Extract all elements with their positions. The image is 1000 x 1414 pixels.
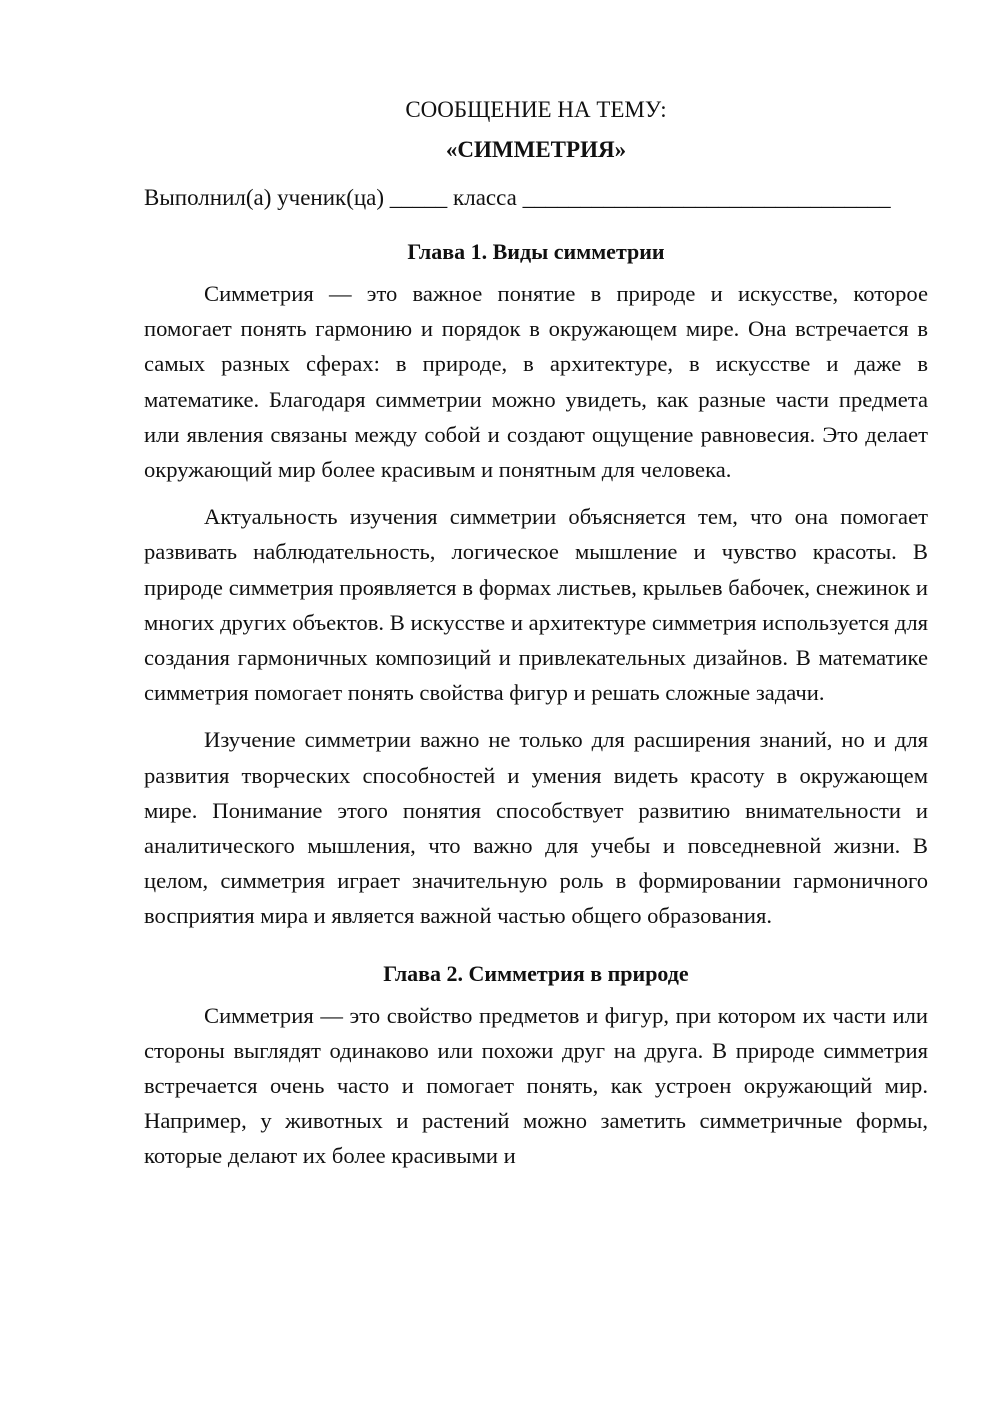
chapter-1-heading: Глава 1. Виды симметрии (407, 239, 665, 264)
chapter-2-paragraph-1: Симметрия — это свойство предметов и фигур, при котором их части или стороны выглядят одинаково или похожи друг на друга. В природе симметрия встречается очень часто и помогает понять, как устроен окружающий мир. Например, у животных и растений можно заметить симметричные формы, которые делают их более красивыми и (144, 1002, 928, 1169)
chapter-1-paragraph-1: Симметрия — это важное понятие в природе и искусстве, которое помогает понять гармонию и порядок в окружающем мире. Она встречается в самых разных сферах: в природе, в архитектуре, в искусстве и даже в математике. Благодаря симметрии можно увидеть, как разные части предмета или явления связаны между собой и создают ощущение равновесия. Это делает окружающий мир более красивым и понятным для человека. (144, 281, 928, 483)
author-line: Выполнил(а) ученик(ца) _____ класса ________________________________ (144, 185, 891, 210)
document-title: СООБЩЕНИЕ НА ТЕМУ: (405, 97, 667, 122)
chapter-1-paragraph-3: Изучение симметрии важно не только для расширения знаний, но и для развития творческих способностей и умения видеть красоту в окружающем мире. Понимание этого понятия способствует развитию внимательности и аналитического мышления, что важно для учебы и повседневной жизни. В целом, симметрия играет значительную роль в формировании гармоничного восприятия мира и является важной частью общего образования. (144, 727, 928, 929)
chapter-2-heading: Глава 2. Симметрия в природе (383, 960, 689, 986)
document-subtitle: «СИММЕТРИЯ» (445, 137, 627, 162)
document-page (144, 92, 928, 1186)
chapter-1-paragraph-2: Актуальность изучения симметрии объясняется тем, что она помогает развивать наблюдательность, логическое мышление и чувство красоты. В природе симметрия проявляется в формах листьев, крыльев бабочек, снежинок и многих других объектов. В искусстве и архитектуре симметрия используется для создания гармоничных композиций и привлекательных дизайнов. В математике симметрия помогает понять свойства фигур и решать сложные задачи. (144, 504, 928, 706)
